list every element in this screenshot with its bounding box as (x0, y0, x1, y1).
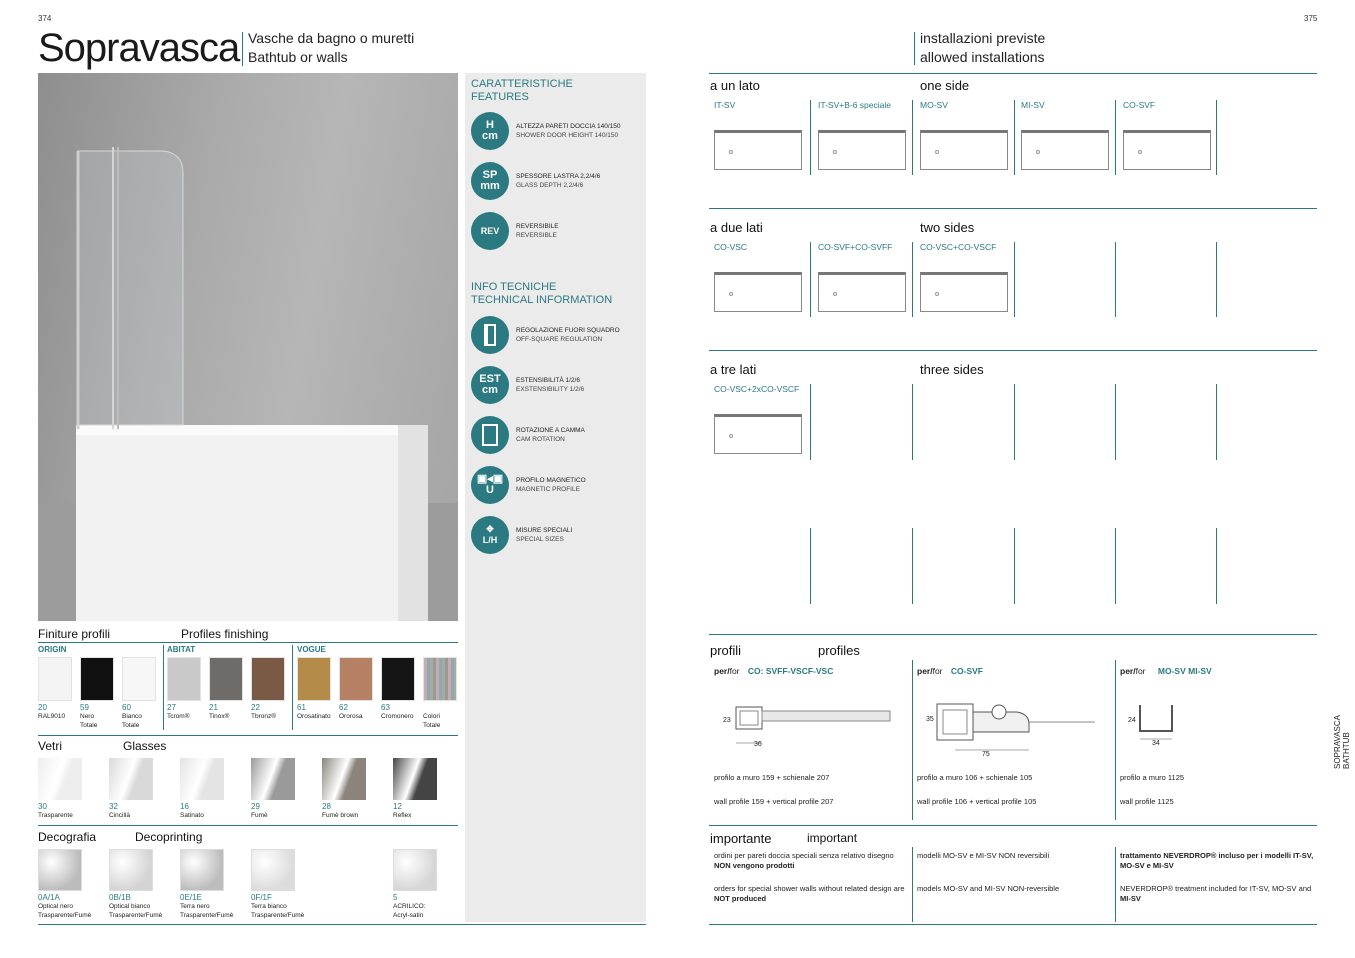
deco-name-line2: Trasparente/Fumè (251, 912, 305, 919)
profili-title-en: profiles (818, 643, 860, 658)
heading-it: installazioni previste (920, 30, 1046, 46)
grid-divider (810, 528, 811, 604)
glass-swatch (393, 758, 437, 800)
cat-abitat: ABITAT (167, 645, 196, 654)
off-square-icon (471, 316, 509, 354)
drain-icon (729, 292, 733, 296)
deco-swatch (251, 849, 295, 891)
finish-name-line1: Ororosa (339, 713, 363, 720)
install-diagram (818, 272, 906, 312)
finish-name-line1: Bianco (122, 713, 142, 720)
page-title: Sopravasca (38, 26, 240, 70)
drain-icon (833, 292, 837, 296)
deco-name-line1: Optical bianco (109, 903, 151, 910)
install-code: IT-SV+B-6 speciale (818, 100, 891, 110)
drain-icon (935, 150, 939, 154)
finish-swatch (381, 657, 415, 701)
finish-code: 27 (167, 703, 176, 712)
feature-reversible: REV REVERSIBILE REVERSIBLE (471, 206, 641, 256)
glass-swatch (251, 758, 295, 800)
finish-name (80, 712, 97, 730)
feature-glass-depth: SP mm SPESSORE LASTRA 2,2/4/6 GLASS DEPTH 2,2/4/6 (471, 156, 641, 206)
profile-1-dim1: 23 (723, 717, 731, 724)
grid-divider (912, 242, 913, 317)
finish-name-line2: Totale (423, 722, 441, 729)
finish-swatch (339, 657, 373, 701)
grid-divider (1014, 528, 1015, 604)
importante-divider (1115, 847, 1116, 922)
row1-label-it: a un lato (710, 78, 760, 93)
finish-name-line1: Nero (80, 713, 95, 720)
grid-divider (1115, 384, 1116, 460)
note-3 (1120, 851, 1315, 904)
finish-name-line1: Cromonero (381, 713, 414, 720)
magnetic-profile-icon: ▣◂▣ U (471, 466, 509, 504)
install-diagram (714, 130, 802, 170)
finish-code: 20 (38, 703, 47, 712)
page-number-right: 375 (1304, 14, 1318, 23)
profile-1-header (714, 666, 833, 676)
profile-2-dim1: 35 (926, 716, 934, 723)
glass-code: 29 (251, 802, 260, 811)
deco-name-line2: Trasparente/Fumè (180, 912, 234, 919)
install-diagram (920, 130, 1008, 170)
finish-name (251, 712, 276, 721)
finish-name-line1: Tcrom® (167, 713, 190, 720)
row2-label-it: a due lati (710, 220, 763, 235)
install-code: CO-VSC+2xCO-VSCF (714, 384, 800, 394)
subtitle-en: Bathtub or walls (248, 49, 348, 65)
grid-divider (912, 384, 913, 460)
tech-special-sizes: ✥ L/H MISURE SPECIALI SPECIAL SIZES (471, 510, 641, 560)
deco-title-en: Decoprinting (135, 830, 203, 844)
note-1 (714, 851, 909, 904)
note-2 (917, 851, 1112, 894)
importante-title-it: importante (710, 831, 772, 846)
grid-divider (1014, 242, 1015, 317)
deco-name-line2: Trasparente/Fumè (38, 912, 92, 919)
finish-name (381, 712, 414, 721)
bathtub-illustration (38, 73, 458, 621)
tech-off-square: REGOLAZIONE FUORI SQUADRO OFF-SQUARE REGULATION (471, 310, 641, 360)
side-label-2: BATHTUB (1342, 732, 1351, 769)
profili-divider (1115, 660, 1116, 820)
drain-icon (935, 292, 939, 296)
glass-name: Trasparente (38, 812, 73, 819)
special-sizes-icon: ✥ L/H (471, 516, 509, 554)
note-1-it: ordini per pareti doccia speciali senza relativo disegno (714, 851, 894, 860)
profili-title-it: profili (710, 643, 742, 658)
vetri-title-en: Glasses (123, 739, 167, 753)
glass-swatch (180, 758, 224, 800)
deco-name-line1: Terra bianco (251, 903, 287, 910)
deco-name-line1: ACRILICO: (393, 903, 426, 910)
install-diagram (714, 414, 802, 454)
vetri-rule-top (38, 735, 458, 736)
perfor-label: per/ (714, 666, 730, 676)
finish-swatch (423, 657, 457, 701)
install-diagram (1021, 130, 1109, 170)
note-2-it: modelli MO-SV e MI-SV NON reversibili (917, 851, 1050, 860)
grid-divider (1216, 100, 1217, 175)
profile-2-en: wall profile 106 + vertical profile 105 (917, 797, 1037, 806)
drain-icon (833, 150, 837, 154)
glass-code: 12 (393, 802, 402, 811)
reversible-icon: REV (471, 212, 509, 250)
glass-swatch (38, 758, 82, 800)
grid-divider (1216, 384, 1217, 460)
deco-name (109, 902, 162, 920)
finiture-rule (38, 642, 458, 643)
deco-swatch (393, 849, 437, 891)
glass-name: Reflex (393, 812, 412, 819)
tech-heading-en: TECHNICAL INFORMATION (471, 294, 613, 306)
deco-name-line1: Optical nero (38, 903, 74, 910)
perfor-label-2: for (729, 666, 740, 676)
grid-divider (1216, 528, 1217, 604)
finish-name (339, 712, 362, 721)
deco-code: 0A/1A (38, 893, 60, 902)
note-2-en: models MO-SV and MI-SV NON-reversible (917, 884, 1060, 893)
deco-name (393, 902, 426, 920)
finish-name (209, 712, 229, 721)
deco-name (180, 902, 233, 920)
install-code: CO-VSC+CO-VSCF (920, 242, 997, 252)
finish-name-line1: Tinox® (209, 713, 230, 720)
install-code: CO-SVF+CO-SVFF (818, 242, 893, 252)
vetri-title-it: Vetri (38, 739, 63, 753)
deco-swatch (109, 849, 153, 891)
profile-1-codes: CO: SVFF-VSCF-VSC (747, 666, 834, 676)
subtitle (248, 29, 414, 67)
drain-icon (729, 434, 733, 438)
grid-divider (1115, 242, 1116, 317)
profili-rule (709, 634, 1317, 635)
deco-name (38, 902, 91, 920)
grid-divider (1014, 100, 1015, 175)
profile-1-en: wall profile 159 + vertical profile 207 (714, 797, 834, 806)
note-1-en: orders for special shower walls without related design are (714, 884, 905, 893)
finish-name-line2: Totale (80, 722, 98, 729)
deco-rule-top (38, 825, 458, 826)
tech-heading-it: INFO TECNICHE (471, 281, 557, 293)
profile-3-drawing (1120, 697, 1220, 752)
importante-rule (709, 825, 1317, 826)
finish-swatch (80, 657, 114, 701)
left-bottom-rule (38, 924, 646, 925)
grid-divider (912, 528, 913, 604)
deco-name-line2: Acryl-satin (393, 912, 424, 919)
finish-name (423, 712, 440, 730)
subtitle-it: Vasche da bagno o muretti (248, 30, 415, 46)
perfor-label-2: for (932, 666, 943, 676)
note-3-it2: MO-SV e MI-SV (1120, 861, 1174, 870)
install-diagram (920, 272, 1008, 312)
feature-height: H cm ALTEZZA PARETI DOCCIA 140/150 SHOWER DOOR HEIGHT 140/150 (471, 106, 641, 156)
drain-icon (1138, 150, 1142, 154)
profile-2-header (917, 666, 983, 676)
drain-icon (1036, 150, 1040, 154)
heading-divider (914, 32, 915, 65)
install-diagram (1123, 130, 1211, 170)
finish-swatch (209, 657, 243, 701)
profile-2-dim2: 75 (982, 751, 990, 758)
finish-code: 63 (381, 703, 390, 712)
note-3-en2: MI-SV (1120, 894, 1141, 903)
row2-rule (709, 350, 1317, 351)
deco-swatch (180, 849, 224, 891)
tech-extensibility: EST cm ESTENSIBILITÀ 1/2/6 EXSTENSIBILITY 1/2/6 (471, 360, 641, 410)
profile-3-codes: MO-SV MI-SV (1157, 666, 1212, 676)
drain-icon (729, 150, 733, 154)
title-divider (242, 32, 243, 66)
grid-divider (1014, 384, 1015, 460)
grid-divider (1216, 242, 1217, 317)
right-top-rule (709, 73, 1317, 74)
profile-3-it: profilo a muro 1125 (1120, 773, 1185, 782)
grid-divider (1115, 100, 1116, 175)
install-diagram (714, 272, 802, 312)
profile-2-codes: CO-SVF (950, 666, 984, 676)
installations-heading (920, 29, 1045, 67)
glass-swatch (322, 758, 366, 800)
finish-name (167, 712, 189, 721)
finish-code: 21 (209, 703, 218, 712)
profili-divider (912, 660, 913, 820)
glass-name: Fumè brown (322, 812, 359, 819)
perfor-label: per/ (1120, 666, 1136, 676)
perfor-label: per/ (917, 666, 933, 676)
finish-code: 62 (339, 703, 348, 712)
finish-code: 22 (251, 703, 260, 712)
glass-name: Satinato (180, 812, 204, 819)
finish-swatch (251, 657, 285, 701)
install-code: MO-SV (920, 100, 948, 110)
finish-name-line1: Tbronz® (251, 713, 277, 720)
extensibility-icon: EST cm (471, 366, 509, 404)
cat-vogue: VOGUE (297, 645, 326, 654)
deco-code: 5 (393, 893, 398, 902)
finish-swatch (297, 657, 331, 701)
page-number-left: 374 (38, 14, 52, 23)
grid-divider (810, 100, 811, 175)
install-code: CO-VSC (714, 242, 748, 252)
glass-code: 16 (180, 802, 189, 811)
finiture-title-en: Profiles finishing (181, 627, 269, 641)
side-label-1: SOPRAVASCA (1333, 715, 1342, 769)
install-code: MI-SV (1021, 100, 1045, 110)
cat-origin: ORIGIN (38, 645, 67, 654)
finish-name-line2: Totale (122, 722, 140, 729)
deco-code: 0E/1E (180, 893, 202, 902)
features-panel (465, 73, 646, 922)
finish-code: 59 (80, 703, 89, 712)
deco-code: 0F/1F (251, 893, 272, 902)
deco-swatch (38, 849, 82, 891)
profile-3-dim1: 24 (1128, 717, 1136, 724)
profile-3-dim2: 34 (1152, 740, 1160, 747)
deco-code: 0B/1B (109, 893, 131, 902)
glass-name: Cincillà (109, 812, 130, 819)
note-3-en: NEVERDROP® treatment included for IT-SV, MO-SV and (1120, 884, 1312, 893)
profile-3-header (1120, 666, 1212, 676)
finish-code: 60 (122, 703, 131, 712)
glass-name: Fumè (251, 812, 268, 819)
deco-name-line2: Trasparente/Fumè (109, 912, 163, 919)
importante-divider (912, 847, 913, 922)
note-1-it2: NON vengono prodotti (714, 861, 795, 870)
height-cm-icon: H cm (471, 112, 509, 150)
profile-1-it: profilo a muro 159 + schienale 207 (714, 773, 830, 782)
features-heading-it: CARATTERISTICHE (471, 78, 573, 90)
finish-name-line1: RAL9010 (38, 713, 66, 720)
finish-name-line1: Orosatinato (297, 713, 331, 720)
finish-code: 61 (297, 703, 306, 712)
glass-code: 32 (109, 802, 118, 811)
glass-depth-icon: SP mm (471, 162, 509, 200)
finish-name (297, 712, 331, 721)
glass-code: 28 (322, 802, 331, 811)
profile-2-drawing (917, 692, 1097, 762)
deco-name (251, 902, 304, 920)
finish-swatch (122, 657, 156, 701)
finish-name (38, 712, 65, 721)
cam-rotation-icon (471, 416, 509, 454)
side-label (1333, 715, 1351, 769)
grid-divider (810, 242, 811, 317)
tech-cam-rotation: ROTAZIONE A CAMMA CAM ROTATION (471, 410, 641, 460)
grid-divider (810, 384, 811, 460)
profile-1-dim2: 36 (754, 741, 762, 748)
row2-label-en: two sides (920, 220, 975, 235)
grid-divider (1115, 528, 1116, 604)
importante-title-en: important (807, 831, 858, 845)
right-bottom-rule (709, 924, 1317, 925)
finish-swatch (167, 657, 201, 701)
row3-label-it: a tre lati (710, 362, 757, 377)
profile-1-drawing (714, 695, 894, 753)
perfor-label-2: for (1135, 666, 1146, 676)
finiture-title-it: Finiture profili (38, 627, 111, 641)
features-heading-en: FEATURES (471, 91, 529, 103)
product-photo (38, 73, 458, 621)
deco-name-line1: Terra nero (180, 903, 210, 910)
row1-rule (709, 208, 1317, 209)
deco-title-it: Decografia (38, 830, 97, 844)
note-3-it: trattamento NEVERDROP® incluso per i modelli IT-SV, (1120, 851, 1314, 860)
grid-divider (912, 100, 913, 175)
glass-code: 30 (38, 802, 47, 811)
cat-divider (163, 645, 164, 730)
finish-name (122, 712, 142, 730)
cat-divider (292, 645, 293, 730)
glass-swatch (109, 758, 153, 800)
tech-magnetic-profile: ▣◂▣ U PROFILO MAGNETICO MAGNETIC PROFILE (471, 460, 641, 510)
install-code: IT-SV (714, 100, 736, 110)
profile-2-it: profilo a muro 106 + schienale 105 (917, 773, 1033, 782)
install-diagram (818, 130, 906, 170)
note-1-en2: NOT produced (714, 894, 767, 903)
profile-3-en: wall profile 1125 (1120, 797, 1174, 806)
row3-label-en: three sides (920, 362, 984, 377)
row1-label-en: one side (920, 78, 970, 93)
finish-swatch (38, 657, 72, 701)
finish-name-line1: Colori (423, 713, 440, 720)
heading-en: allowed installations (920, 49, 1045, 65)
install-code: CO-SVF (1123, 100, 1156, 110)
